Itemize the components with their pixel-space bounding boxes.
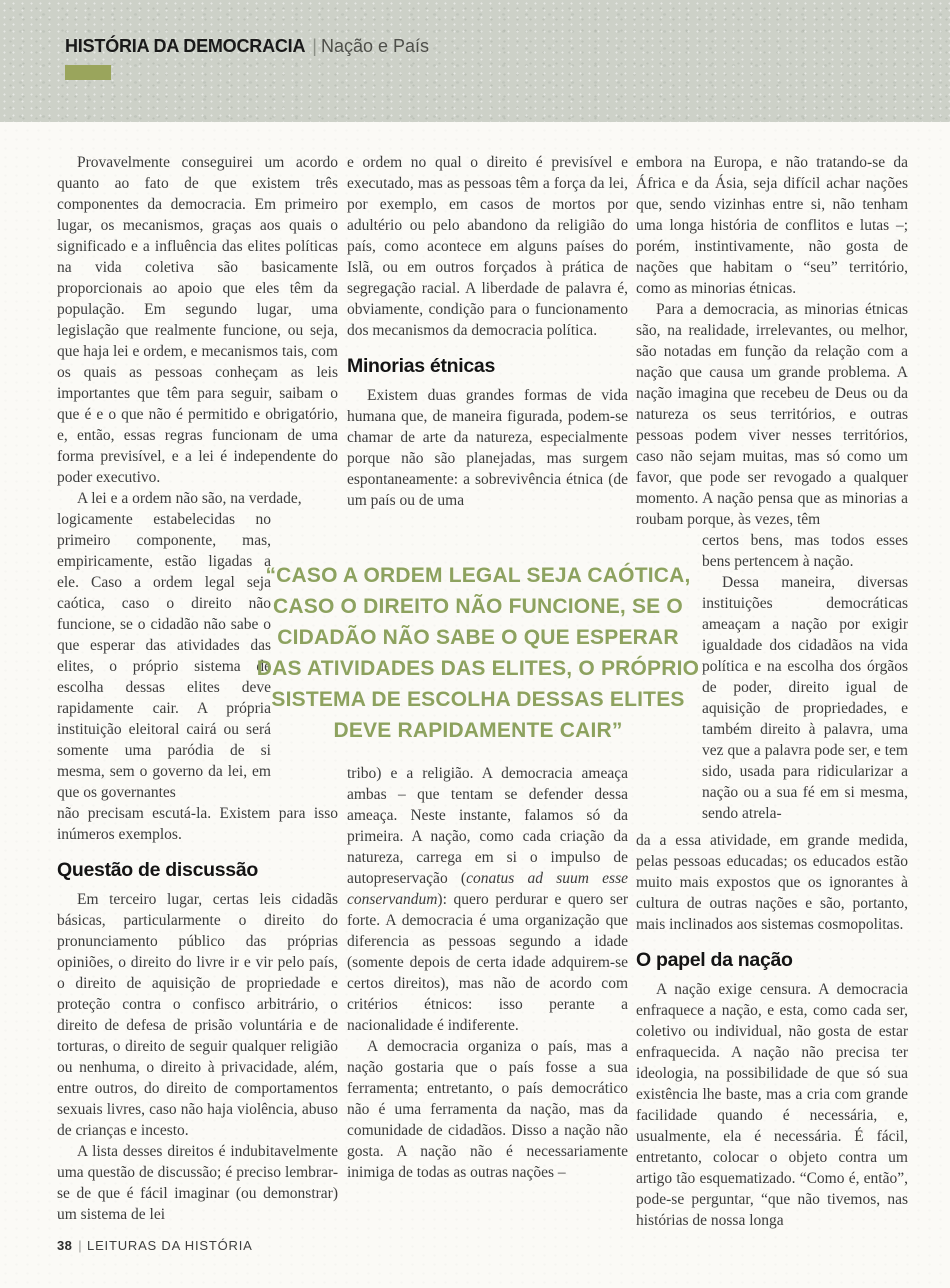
- latin-phrase: conatus ad suum esse conservandum: [347, 870, 628, 908]
- page-footer: [57, 1238, 253, 1253]
- paragraph-europa: embora na Europa, e não tratando-se da África e da Ásia, seja difícil achar nações que, sendo vizinhas entre si, não tenham uma longa história de conflitos e lutas –; porém, instintivamente, não gosta de nações que habitam o “seu” território, como as minorias étnicas.: [636, 154, 908, 297]
- kicker: [65, 36, 429, 56]
- page-header-band: [0, 0, 950, 122]
- paragraph-lista-direitos: A lista desses direitos é indubitavelmente uma questão de discussão; é preciso lembrar-se de que é fácil imaginar (ou demonstrar) um sistema de lei: [57, 1143, 338, 1223]
- heading-papel-nacao: O papel da nação: [636, 949, 793, 971]
- green-accent-bar: [65, 65, 111, 80]
- paragraph-autopreservacao-pre: tribo) e a religião. A democracia ameaça ambas – que tentam se defender dessa ameaça. Neste instante, falamos só da primeira. A nação, como cada criação da natureza, carrega em si o impulso de autopreservação (: [347, 765, 628, 887]
- paragraph-autopreservacao: [347, 763, 628, 1036]
- heading-minorias-etnicas: Minorias étnicas: [347, 355, 496, 377]
- paragraph-minorias-narrow: certos bens, mas todos esses bens pertencem à nação.: [702, 532, 908, 570]
- paragraph-democracia-organiza: A democracia organiza o país, mas a nação gostaria que o país fosse a sua ferramenta; entretanto, o país democrático não é uma ferramenta da nação, mas da comunidade de cidadãos. Disso a nação não gosta. A nação não é necessariamente inimiga de todas as outras nações –: [347, 1038, 628, 1181]
- paragraph-instituicoes-cont: da a essa atividade, em grande medida, pelas pessoas educadas; os educados estão muito mais expostos que os ignorantes à cultura de outras nações e são, portanto, mais inclinados aos sistemas cosmopolitas.: [636, 832, 908, 933]
- kicker-separator: |: [312, 36, 317, 56]
- paragraph-lei-ordem-end: não precisam escutá-la. Existem para isso inúmeros exemplos.: [57, 805, 338, 843]
- footer-separator: |: [78, 1238, 83, 1253]
- section-topic: Nação e País: [320, 36, 430, 56]
- paragraph-lei-ordem-start: A lei e a ordem não são, na verdade,: [77, 490, 302, 507]
- page-number: 38: [57, 1238, 73, 1253]
- paragraph-lei-ordem-narrow: logicamente estabelecidas no primeiro componente, mas, empiricamente, estão ligadas a ele. Caso a ordem legal seja caótica, caso o direito não funcione, se o cidadão não sabe o que esperar das atividades das elites, o próprio sistema de escolha dessas elites deve rapidamente cair. A própria instituição eleitoral cairá ou será somente uma paródia de si mesma, sem o governo da lei, em que os governantes: [57, 511, 271, 801]
- paragraph-minorias-wide: Para a democracia, as minorias étnicas são, na realidade, irrelevantes, ou melhor, são notadas em função da relação com a nação que causa um grande problema. A nação imagina que recebeu de Deus ou da natureza os seus territórios, e outras pessoas podem viver nesses territórios, caso não sejam muitas, mas só como um favor, que pode ser revogado a qualquer momento. A nação pensa que as minorias a roubam porque, às vezes, têm: [636, 301, 908, 528]
- paragraph-leis-cidadas: Em terceiro lugar, certas leis cidadãs básicas, particularmente o direito do pronunciamento público das próprias opiniões, o direito do livre ir e vir pelo país, o direito de aquisição de propriedade e proteção contra o confisco arbitrário, o direito de defesa de prisão voluntária e de torturas, o direito de seguir qualquer religião ou nenhuma, o direito à privacidade, além, entre outros, do direito de comportamentos sexuais livres, caso não haja violência, abuso de crianças e incesto.: [57, 891, 338, 1139]
- magazine-title: LEITURAS DA HISTÓRIA: [87, 1238, 253, 1253]
- pull-quote: “CASO A ORDEM LEGAL SEJA CAÓTICA, CASO O DIREITO NÃO FUNCIONE, SE O CIDADÃO NÃO SABE O QUE ESPERAR DAS ATIVIDADES DAS ELITES, O PRÓPRIO SISTEMA DE ESCOLHA DESSAS ELITES DEVE RAPIDAMENTE CAIR”: [256, 564, 700, 742]
- heading-questao-discussao: Questão de discussão: [57, 859, 258, 881]
- paragraph-papel-nacao: A nação exige censura. A democracia enfraquece a nação, e esta, como cada ser, coletivo ou individual, não gosta de estar enfraquecida. A nação não precisa ter ideologia, na possibilidade de que só sua existência lhe baste, mas a cria com grande facilidade quando é necessária, e, usualmente, ela é necessária. É fácil, entretanto, colocar o objeto contra um artigo tão esquematizado. “Como é, então”, pode-se perguntar, “que não tivemos, nas histórias de nossa longa: [636, 981, 908, 1229]
- paragraph-direito-previsivel: e ordem no qual o direito é previsível e executado, mas as pessoas têm a força da lei, por exemplo, em casos de mortos por adultério ou pelo abandono da religião do país, como acontece em alguns países do Islã, ou em outros forçados à prática de segregação racial. A liberdade de palavra é, obviamente, condição para o funcionamento dos mecanismos da democracia política.: [347, 154, 628, 339]
- narrow-text-block: [702, 530, 908, 830]
- paragraph-formas-vida: Existem duas grandes formas de vida humana que, de maneira figurada, podem-se chamar de arte da natureza, especialmente porque não são planejadas, mas surgem espontaneamente: a sobrevivência étnica (de um país ou de uma: [347, 387, 628, 509]
- paragraph-autopreservacao-post: ): quero perdurar e quero ser forte. A democracia é uma organização que diferencia as pessoas segundo a idade (somente depois de certa idade adquirem-se certos direitos), mas não de acordo com critérios étnicos: isso perante a nacionalidade é indiferente.: [347, 891, 628, 1034]
- section-title: HISTÓRIA DA DEMOCRACIA: [65, 36, 306, 56]
- paragraph-instituicoes: Dessa maneira, diversas instituições democráticas ameaçam a nação por exigir igualdade dos cidadãos na vida política e na escolha dos órgãos de poder, direito igual de aquisição de propriedades, e também direito à palavra, uma vez que a palavra pode ser, e tem sido, usada para ridicularizar a nação ou a sua fé em si mesma, sendo atrela-: [702, 574, 908, 822]
- paragraph-components: Provavelmente conseguirei um acordo quanto ao fato de que existem três componentes da democracia. Em primeiro lugar, os mecanismos, graças aos quais o significado e a influência das elites políticas na vida coletiva são basicamente proporcionais ao apoio que eles têm da população. Em segundo lugar, uma legislação que realmente funcione, ou seja, que haja lei e ordem, e mecanismos tais, com os quais as pessoas conheçam as leis importantes que têm para seguir, saibam o que é e o que não é permitido e obrigatório, e, então, essas regras funcionam de uma forma previsível, e a lei é independente do poder executivo.: [57, 154, 338, 486]
- header-content: [65, 36, 429, 80]
